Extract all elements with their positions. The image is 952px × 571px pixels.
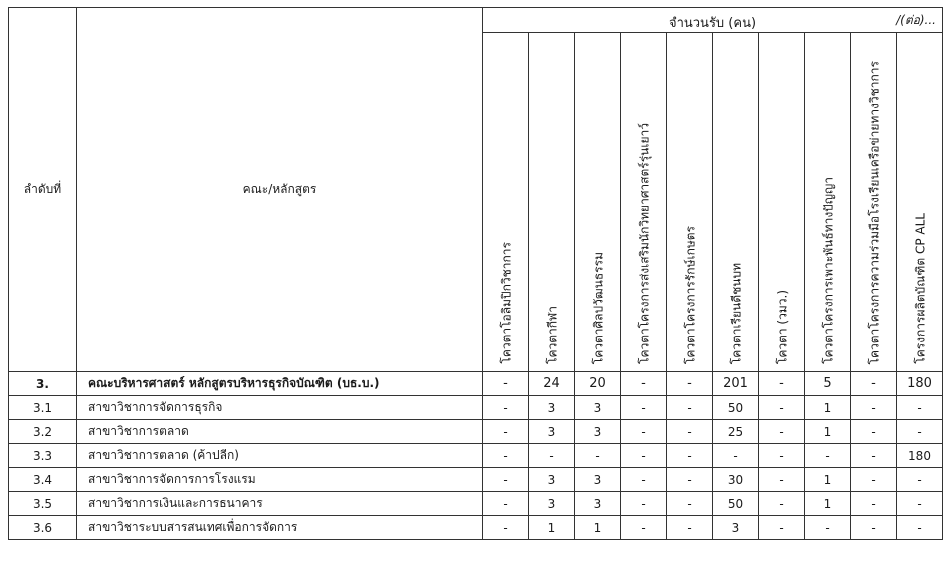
quota-cell: 3	[529, 396, 575, 420]
row-seq: 3.1	[9, 396, 77, 420]
quota-cell: -	[667, 420, 713, 444]
quota-cell: 3	[529, 420, 575, 444]
quota-column-header	[667, 33, 713, 372]
quota-column-label: โครงการผลิตบัณฑิต CP ALL	[913, 213, 927, 364]
quota-cell: 3	[529, 492, 575, 516]
quota-cell: -	[483, 492, 529, 516]
table-row	[9, 396, 943, 420]
quota-cell: 20	[575, 372, 621, 396]
row-seq: 3.4	[9, 468, 77, 492]
quota-cell: -	[667, 372, 713, 396]
row-program: สาขาวิชาการตลาด (ค้าปลีก)	[77, 444, 483, 468]
quota-cell: 180	[897, 372, 943, 396]
quota-column-label: โควตาโครงการส่งเสริมนักวิทยาศาสตร์รุ่นเยาว์	[637, 123, 651, 364]
quota-column-header	[483, 33, 529, 372]
quota-cell: -	[897, 396, 943, 420]
table-row	[9, 420, 943, 444]
quota-cell: -	[529, 444, 575, 468]
quota-cell: -	[759, 420, 805, 444]
quota-cell: -	[851, 372, 897, 396]
row-program: สาขาวิชาการเงินและการธนาคาร	[77, 492, 483, 516]
quota-cell: 3	[575, 468, 621, 492]
quota-cell: -	[575, 444, 621, 468]
quota-cell: -	[667, 516, 713, 540]
quota-cell: 24	[529, 372, 575, 396]
quota-cell: -	[621, 372, 667, 396]
quota-cell: -	[621, 468, 667, 492]
quota-cell: -	[897, 492, 943, 516]
quota-cell: 1	[805, 468, 851, 492]
quota-cell: -	[667, 468, 713, 492]
quota-column-label: โควตาเรียนดีชนบท	[729, 262, 743, 364]
quota-cell: -	[483, 396, 529, 420]
quota-cell: -	[851, 492, 897, 516]
quota-cell: -	[805, 444, 851, 468]
seq-header: ลำดับที่	[9, 8, 77, 372]
quota-cell: -	[759, 396, 805, 420]
quota-cell: -	[759, 468, 805, 492]
quota-column-label: โควตา (วมว.)	[775, 289, 789, 364]
quota-cell: -	[759, 444, 805, 468]
quota-cell: -	[851, 444, 897, 468]
row-program: คณะบริหารศาสตร์ หลักสูตรบริหารธุรกิจบัณฑิต (บธ.บ.)	[77, 372, 483, 396]
quota-cell: -	[483, 444, 529, 468]
quota-column-header	[759, 33, 805, 372]
quota-cell: -	[897, 420, 943, 444]
quota-cell: 3	[575, 420, 621, 444]
quota-cell: -	[851, 468, 897, 492]
quota-column-header	[851, 33, 897, 372]
row-program: สาขาวิชาการตลาด	[77, 420, 483, 444]
row-seq: 3.3	[9, 444, 77, 468]
quota-cell: 1	[805, 396, 851, 420]
quota-cell: -	[621, 444, 667, 468]
quota-cell: 50	[713, 396, 759, 420]
quota-column-header	[897, 33, 943, 372]
row-seq: 3.6	[9, 516, 77, 540]
quota-table	[8, 7, 943, 540]
quota-cell: 1	[805, 492, 851, 516]
quota-cell: 3	[713, 516, 759, 540]
quota-cell: -	[667, 492, 713, 516]
table-row	[9, 492, 943, 516]
row-seq: 3.2	[9, 420, 77, 444]
quota-cell: -	[759, 516, 805, 540]
quota-cell: 25	[713, 420, 759, 444]
table-row	[9, 468, 943, 492]
quota-cell: -	[759, 372, 805, 396]
quota-cell: 1	[529, 516, 575, 540]
quota-column-header	[621, 33, 667, 372]
quota-cell: -	[483, 468, 529, 492]
quota-cell: -	[851, 516, 897, 540]
quota-cell: 50	[713, 492, 759, 516]
table-row	[9, 372, 943, 396]
quota-column-label: โควตาศิลปวัฒนธรรม	[591, 251, 605, 364]
quota-column-header	[575, 33, 621, 372]
quota-cell: -	[851, 420, 897, 444]
quota-cell: 201	[713, 372, 759, 396]
quota-cell: 30	[713, 468, 759, 492]
quota-cell: -	[851, 396, 897, 420]
quota-cell: -	[713, 444, 759, 468]
quota-cell: -	[667, 444, 713, 468]
quota-cell: -	[483, 372, 529, 396]
quota-cell: -	[483, 420, 529, 444]
quota-column-header	[529, 33, 575, 372]
quota-cell: 3	[575, 396, 621, 420]
quota-cell: 1	[575, 516, 621, 540]
row-program: สาขาวิชาการจัดการธุรกิจ	[77, 396, 483, 420]
continued-label: /(ต่อ)...	[896, 13, 936, 27]
quota-group-header	[483, 8, 943, 33]
table-row	[9, 444, 943, 468]
quota-column-label: โควตาโครงการความร่วมมือโรงเรียนเครือข่ายทางวิชาการ	[867, 60, 881, 364]
quota-column-label: โควตาโอลิมปิกวิชาการ	[499, 242, 513, 364]
quota-column-header	[713, 33, 759, 372]
quota-cell: 5	[805, 372, 851, 396]
row-seq: 3.5	[9, 492, 77, 516]
quota-group-title: จำนวนรับ (คน)	[668, 16, 757, 31]
quota-column-label: โควตาโครงการเพาะพันธ์ทางปัญญา	[821, 177, 835, 364]
quota-cell: -	[621, 492, 667, 516]
row-program: สาขาวิชาระบบสารสนเทศเพื่อการจัดการ	[77, 516, 483, 540]
quota-cell: 3	[529, 468, 575, 492]
quota-cell: 1	[805, 420, 851, 444]
quota-cell: -	[621, 516, 667, 540]
quota-cell: -	[483, 516, 529, 540]
quota-cell: -	[897, 468, 943, 492]
quota-cell: -	[897, 516, 943, 540]
quota-cell: -	[621, 396, 667, 420]
row-program: สาขาวิชาการจัดการการโรงแรม	[77, 468, 483, 492]
table-row	[9, 516, 943, 540]
quota-cell: -	[667, 396, 713, 420]
program-header: คณะ/หลักสูตร	[77, 8, 483, 372]
quota-cell: -	[621, 420, 667, 444]
quota-column-label: โควตาโครงการรักษ์เกษตร	[683, 225, 697, 364]
quota-column-header	[805, 33, 851, 372]
quota-cell: 180	[897, 444, 943, 468]
quota-cell: -	[805, 516, 851, 540]
quota-column-label: โควตากีฬา	[545, 306, 559, 364]
quota-cell: -	[759, 492, 805, 516]
row-seq: 3.	[9, 372, 77, 396]
quota-cell: 3	[575, 492, 621, 516]
